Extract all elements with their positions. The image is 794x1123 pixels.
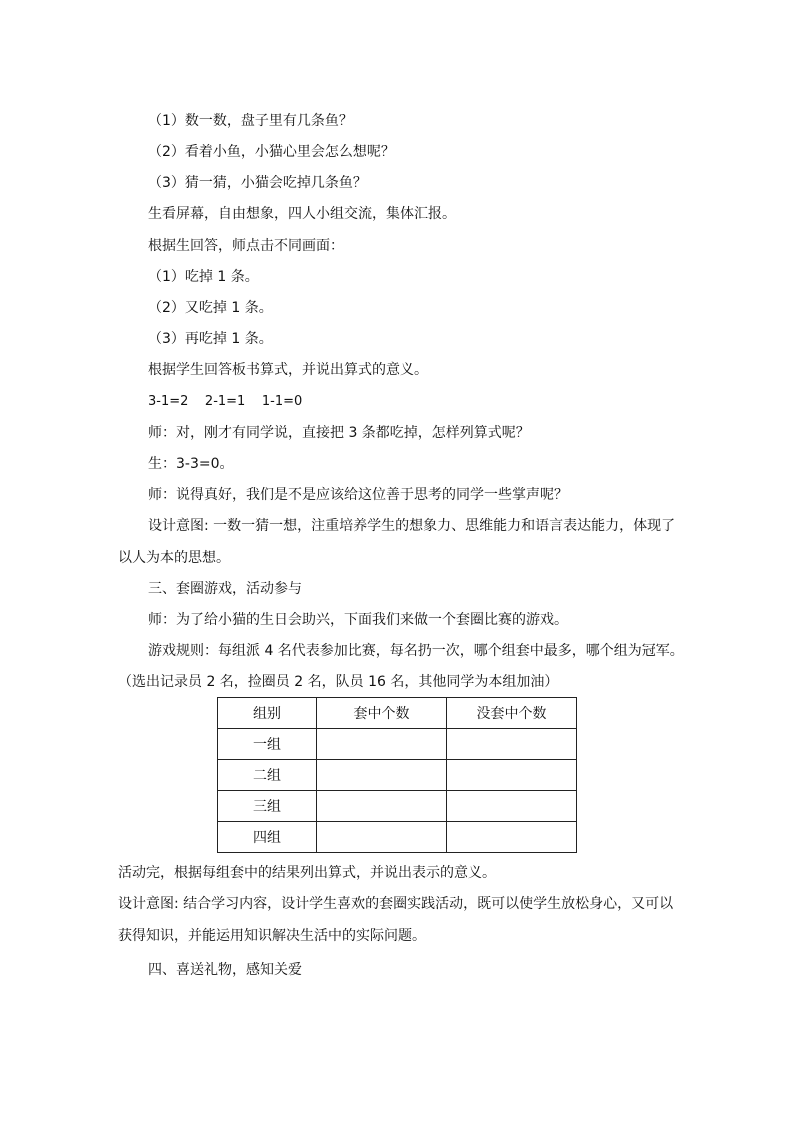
student-answer: 生：3-3=0。 — [148, 456, 234, 472]
table-row — [218, 822, 577, 853]
table-cell — [317, 729, 447, 760]
teacher-praise: 师：说得真好，我们是不是应该给这位善于思考的同学一些掌声呢？ — [148, 487, 568, 503]
answer-1: （1）吃掉 1 条。 — [148, 269, 259, 285]
table-cell — [317, 760, 447, 791]
answer-3: （3）再吃掉 1 条。 — [148, 331, 273, 347]
question-1: （1）数一数，盘子里有几条鱼？ — [148, 113, 353, 129]
table-cell — [447, 760, 577, 791]
design-intent-1-line-2: 以人为本的思想。 — [118, 550, 230, 566]
table-header-cell: 套中个数 — [317, 698, 447, 729]
table-cell — [317, 822, 447, 853]
design-intent-1-line-1: 设计意图: 一数一猜一想，注重培养学生的想象力、思维能力和语言表达能力，体现了 — [148, 518, 676, 534]
game-rules-line-1: 游戏规则：每组派 4 名代表参加比赛，每名扔一次，哪个组套中最多，哪个组为冠军。 — [148, 643, 684, 659]
table-row — [218, 760, 577, 791]
score-table — [217, 697, 577, 853]
teacher-question: 师：对，刚才有同学说，直接把 3 条都吃掉，怎样列算式呢？ — [148, 425, 530, 441]
table-cell: 二组 — [218, 760, 317, 791]
board-instruction: 根据学生回答板书算式，并说出算式的意义。 — [148, 362, 428, 378]
table-header-row — [218, 698, 577, 729]
section-3-heading: 三、套圈游戏，活动参与 — [148, 581, 302, 597]
question-2: （2）看着小鱼，小猫心里会怎么想呢？ — [148, 144, 395, 160]
question-3: （3）猜一猜，小猫会吃掉几条鱼？ — [148, 175, 367, 191]
student-activity: 生看屏幕，自由想象，四人小组交流，集体汇报。 — [148, 206, 456, 222]
table-cell — [447, 822, 577, 853]
answer-2: （2）又吃掉 1 条。 — [148, 300, 273, 316]
table-cell: 四组 — [218, 822, 317, 853]
design-intent-2-line-1: 设计意图: 结合学习内容，设计学生喜欢的套圈实践活动，既可以使学生放松身心，又可以 — [118, 896, 674, 912]
table-cell: 一组 — [218, 729, 317, 760]
table-cell: 三组 — [218, 791, 317, 822]
table-cell — [317, 791, 447, 822]
teacher-game-intro: 师：为了给小猫的生日会助兴，下面我们来做一个套圈比赛的游戏。 — [148, 612, 568, 628]
game-rules-line-2: （选出记录员 2 名，捡圈员 2 名，队员 16 名，其他同学为本组加油） — [118, 674, 559, 690]
table-row — [218, 791, 577, 822]
teacher-instruction: 根据生回答，师点击不同画面： — [148, 238, 344, 254]
equations: 3-1=2 2-1=1 1-1=0 — [148, 394, 303, 409]
table-header-cell: 没套中个数 — [447, 698, 577, 729]
table-cell — [447, 729, 577, 760]
after-activity: 活动完，根据每组套中的结果列出算式，并说出表示的意义。 — [118, 865, 496, 881]
design-intent-2-line-2: 获得知识，并能运用知识解决生活中的实际问题。 — [118, 928, 426, 944]
table-row — [218, 729, 577, 760]
table-header-cell: 组别 — [218, 698, 317, 729]
section-4-heading: 四、喜送礼物，感知关爱 — [148, 962, 302, 978]
table-cell — [447, 791, 577, 822]
